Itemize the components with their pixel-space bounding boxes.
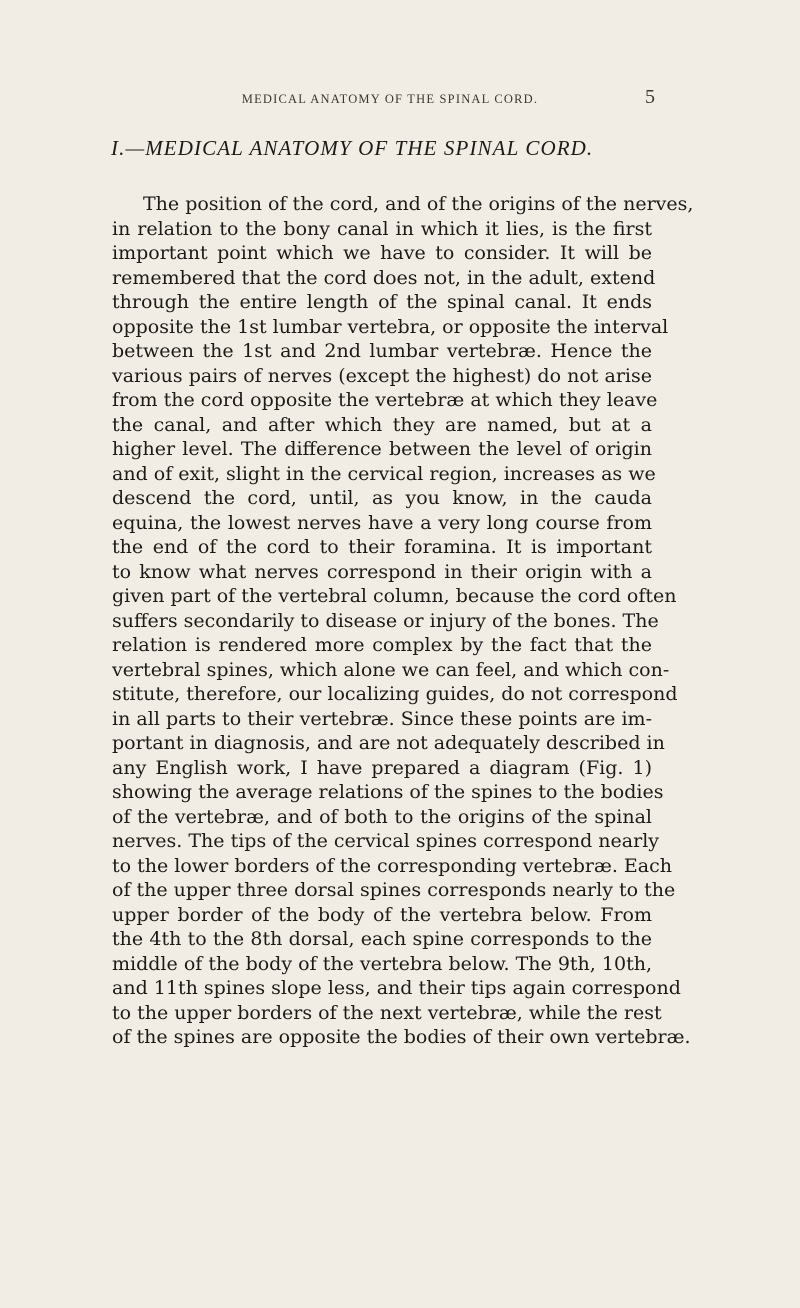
text-line: to the upper borders of the next vertebræ, while the rest bbox=[112, 1001, 662, 1024]
text-line: of the vertebræ, and of both to the origins of the spinal bbox=[112, 805, 652, 828]
page-number: 5 bbox=[645, 86, 655, 108]
text-line: portant in diagnosis, and are not adequately described in bbox=[112, 732, 665, 754]
text-line: The position of the cord, and of the origins of the nerves, bbox=[143, 193, 694, 215]
text-line: in relation to the bony canal in which it lies, is the first bbox=[112, 217, 652, 240]
text-line: relation is rendered more complex by the fact that the bbox=[112, 634, 652, 656]
text-line: to the lower borders of the corresponding vertebræ. Each bbox=[112, 854, 672, 877]
text-line: of the spines are opposite the bodies of their own vertebræ. bbox=[112, 1026, 691, 1048]
text-line: any English work, I have prepared a diagram (Fig. 1) bbox=[112, 756, 652, 779]
text-line: and of exit, slight in the cervical region, increases as we bbox=[112, 462, 656, 485]
running-head: MEDICAL ANATOMY OF THE SPINAL CORD. bbox=[241, 92, 539, 106]
text-line: of the upper three dorsal spines corresponds nearly to the bbox=[112, 879, 676, 901]
text-line: upper border of the body of the vertebra below. From bbox=[112, 903, 652, 926]
text-line: opposite the 1st lumbar vertebra, or opposite the interval bbox=[112, 315, 669, 338]
text-line: from the cord opposite the vertebræ at which they leave bbox=[112, 389, 658, 411]
text-line: equina, the lowest nerves have a very long course from bbox=[112, 511, 652, 534]
text-line: suffers secondarily to disease or injury of the bones. The bbox=[112, 609, 659, 632]
text-line: between the 1st and 2nd lumbar vertebræ. Hence the bbox=[112, 340, 652, 362]
text-line: descend the cord, until, as you know, in the cauda bbox=[112, 487, 652, 509]
text-line: and 11th spines slope less, and their tips again correspond bbox=[112, 977, 681, 999]
text-line: middle of the body of the vertebra below. The 9th, 10th, bbox=[112, 952, 652, 975]
text-line: in all parts to their vertebræ. Since these points are im- bbox=[112, 707, 652, 730]
text-line: important point which we have to consider. It will be bbox=[112, 242, 652, 264]
text-line: vertebral spines, which alone we can feel, and which con- bbox=[112, 658, 670, 681]
body-paragraph bbox=[112, 192, 694, 1050]
text-line: the 4th to the 8th dorsal, each spine corresponds to the bbox=[112, 928, 652, 950]
text-line: to know what nerves correspond in their origin with a bbox=[112, 560, 652, 583]
text-line: nerves. The tips of the cervical spines correspond nearly bbox=[112, 830, 660, 852]
text-line: remembered that the cord does not, in the adult, extend bbox=[112, 266, 656, 289]
text-line: stitute, therefore, our localizing guides, do not correspond bbox=[112, 683, 678, 705]
text-line: various pairs of nerves (except the highest) do not arise bbox=[112, 364, 652, 387]
text-line: the canal, and after which they are named, but at a bbox=[112, 413, 652, 436]
text-line: given part of the vertebral column, because the cord often bbox=[112, 585, 677, 607]
text-line: the end of the cord to their foramina. It is important bbox=[112, 536, 652, 558]
text-line: higher level. The difference between the level of origin bbox=[112, 438, 652, 460]
text-line: through the entire length of the spinal canal. It ends bbox=[112, 291, 652, 313]
text-line: showing the average relations of the spines to the bodies bbox=[112, 781, 664, 803]
chapter-title: I.—MEDICAL ANATOMY OF THE SPINAL CORD. bbox=[111, 136, 594, 160]
